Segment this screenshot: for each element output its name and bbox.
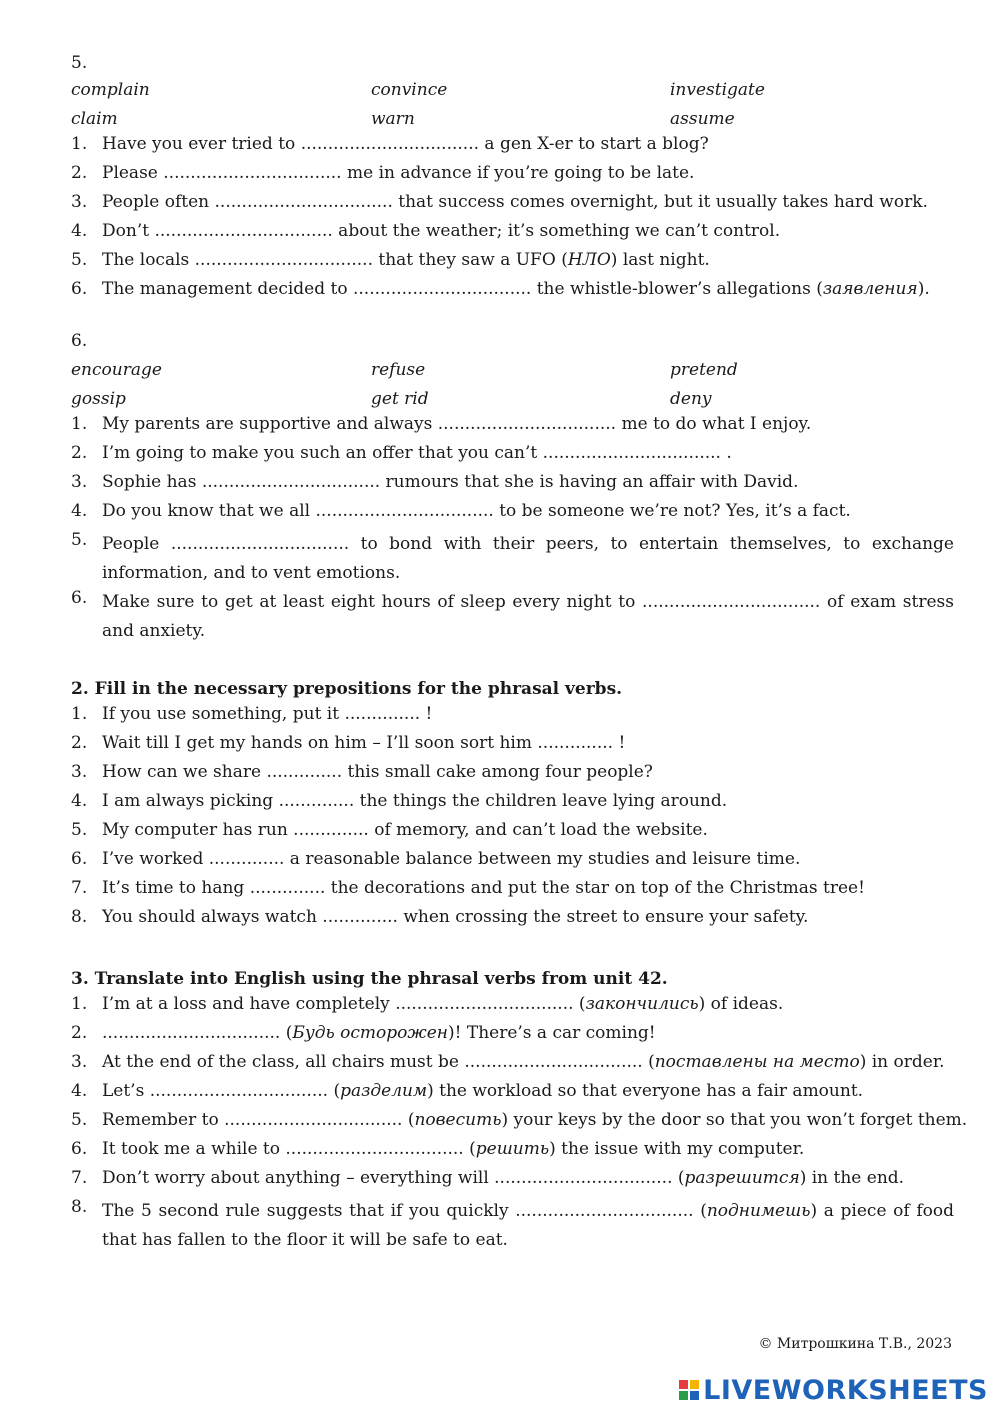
logo-square	[679, 1391, 688, 1400]
item-text-part: ................................. (	[102, 1023, 293, 1043]
item-text: Have you ever tried to ................................. a gen X-er to start a blog?	[102, 134, 709, 154]
item-text-part: Let’s ................................. (	[102, 1081, 341, 1101]
item-text-part: At the end of the class, all chairs must be ................................. (	[102, 1052, 655, 1072]
item-number: 5.	[71, 250, 88, 270]
item-text-part: The management decided to ................................. the whistle-blower’s allegations (	[102, 279, 823, 299]
item-text: People often ................................. that success comes overnight, but it usually takes hard work.	[102, 192, 928, 212]
logo-text: LIVEWORKSHEETS	[703, 1374, 988, 1406]
logo-square	[679, 1380, 688, 1389]
item-text-part: ) in the end.	[799, 1168, 905, 1188]
item-number: 6.	[71, 1139, 88, 1159]
logo-grid-icon	[679, 1380, 699, 1400]
item-hint: поставлены на место	[654, 1052, 860, 1072]
item-number: 6.	[71, 279, 88, 299]
item-hint: НЛО	[567, 250, 611, 270]
word-bank-item: assume	[670, 109, 735, 129]
copyright-note: © Митрошкина Т.В., 2023	[758, 1336, 952, 1352]
item-number: 2.	[71, 733, 88, 753]
word-bank-item: deny	[670, 389, 712, 409]
exercise-5-number: 5.	[71, 53, 88, 73]
item-text-part: I’m at a loss and have completely ................................. (	[102, 994, 586, 1014]
item-text: People ................................. to bond with their peers, to entertain themselves, to exchange information, and to vent emotions.	[102, 534, 954, 583]
item-number: 8.	[71, 907, 88, 927]
item-text-part: The locals ................................. that they saw a UFO (	[102, 250, 568, 270]
item-hint: заявления	[822, 279, 918, 299]
item-number: 3.	[71, 192, 88, 212]
task-2-title: 2. Fill in the necessary prepositions for the phrasal verbs.	[71, 679, 623, 699]
item-text: I’m going to make you such an offer that you can’t ................................. .	[102, 443, 732, 463]
item-hint: Будь осторожен	[292, 1023, 448, 1043]
item-number: 2.	[71, 443, 88, 463]
item-number: 1.	[71, 704, 88, 724]
item-text-part: Remember to ................................. (	[102, 1110, 415, 1130]
item-text-part: ) the workload so that everyone has a fair amount.	[427, 1081, 864, 1101]
item-number: 8.	[71, 1197, 88, 1217]
word-bank-item: complain	[71, 80, 150, 100]
item-text: Sophie has ................................. rumours that she is having an affair with David.	[102, 472, 799, 492]
item-number: 2.	[71, 163, 88, 183]
item-text	[102, 250, 710, 270]
item-text	[102, 1081, 863, 1101]
item-text: I’ve worked .............. a reasonable balance between my studies and leisure time.	[102, 849, 801, 869]
item-number: 1.	[71, 994, 88, 1014]
item-number: 4.	[71, 1081, 88, 1101]
item-text-part: The 5 second rule suggests that if you quickly ................................. (	[102, 1201, 707, 1221]
item-number: 7.	[71, 878, 88, 898]
word-bank-item: get rid	[371, 389, 429, 409]
item-number: 4.	[71, 501, 88, 521]
item-text	[102, 1023, 656, 1043]
word-bank-item: pretend	[670, 360, 738, 380]
item-text-part: It took me a while to ................................. (	[102, 1139, 476, 1159]
item-number: 6.	[71, 849, 88, 869]
item-text	[102, 1197, 954, 1255]
logo-square	[690, 1391, 699, 1400]
item-number: 4.	[71, 221, 88, 241]
item-hint: повесить	[414, 1110, 502, 1130]
item-hint: поднимешь	[706, 1201, 811, 1221]
exercise-6-number: 6.	[71, 331, 88, 351]
item-text: It’s time to hang .............. the decorations and put the star on top of the Christmas tree!	[102, 878, 865, 898]
item-hint: закончились	[585, 994, 699, 1014]
item-text: Wait till I get my hands on him – I’ll soon sort him .............. !	[102, 733, 626, 753]
item-number: 2.	[71, 1023, 88, 1043]
item-text: My parents are supportive and always ................................. me to do what I enjoy.	[102, 414, 812, 434]
item-number: 5.	[71, 530, 88, 550]
item-number: 1.	[71, 134, 88, 154]
item-text-part: ) in order.	[859, 1052, 945, 1072]
word-bank-item: claim	[71, 109, 118, 129]
item-text: I am always picking .............. the things the children leave lying around.	[102, 791, 728, 811]
item-text-part: ) last night.	[610, 250, 710, 270]
item-number: 5.	[71, 820, 88, 840]
item-number: 3.	[71, 472, 88, 492]
item-hint: решить	[475, 1139, 550, 1159]
item-text: My computer has run .............. of memory, and can’t load the website.	[102, 820, 708, 840]
item-number: 6.	[71, 588, 88, 608]
item-number: 4.	[71, 791, 88, 811]
item-number: 3.	[71, 1052, 88, 1072]
item-text	[102, 1168, 904, 1188]
item-text: If you use something, put it .............. !	[102, 704, 433, 724]
item-text: How can we share .............. this small cake among four people?	[102, 762, 653, 782]
word-bank-item: encourage	[71, 360, 162, 380]
item-hint: разделим	[340, 1081, 428, 1101]
item-text	[102, 994, 783, 1014]
item-number: 1.	[71, 414, 88, 434]
item-text: You should always watch .............. when crossing the street to ensure your safety.	[102, 907, 809, 927]
item-text-part: ) the issue with my computer.	[549, 1139, 805, 1159]
word-bank-item: gossip	[71, 389, 126, 409]
word-bank-item: convince	[371, 80, 448, 100]
item-text: Do you know that we all ................................. to be someone we’re not? Yes, it’s a fact.	[102, 501, 851, 521]
item-text	[102, 279, 930, 299]
item-text-part: ) your keys by the door so that you won’t forget them.	[501, 1110, 968, 1130]
item-text-part: )! There’s a car coming!	[447, 1023, 656, 1043]
item-text	[102, 1110, 967, 1130]
item-text-part: ) of ideas.	[698, 994, 784, 1014]
item-text-part: Don’t worry about anything – everything will ................................. (	[102, 1168, 685, 1188]
item-text	[102, 1139, 804, 1159]
item-text-part: ).	[917, 279, 930, 299]
item-number: 7.	[71, 1168, 88, 1188]
logo-square	[690, 1380, 699, 1389]
item-number: 3.	[71, 762, 88, 782]
task-3-title: 3. Translate into English using the phrasal verbs from unit 42.	[71, 969, 668, 989]
item-number: 5.	[71, 1110, 88, 1130]
item-text-part: ) a piece of food that has fallen to the floor it will be safe to eat.	[102, 1201, 955, 1250]
item-text: Make sure to get at least eight hours of sleep every night to ................................. of exam stress and anxiety.	[102, 592, 954, 641]
item-text: Don’t ................................. about the weather; it’s something we can’t control.	[102, 221, 781, 241]
item-hint: разрешится	[684, 1168, 800, 1188]
word-bank-item: warn	[371, 109, 415, 129]
item-text: Please ................................. me in advance if you’re going to be late.	[102, 163, 695, 183]
word-bank-item: investigate	[670, 80, 765, 100]
liveworksheets-logo[interactable]	[679, 1372, 988, 1408]
item-text	[102, 1052, 945, 1072]
word-bank-item: refuse	[371, 360, 426, 380]
